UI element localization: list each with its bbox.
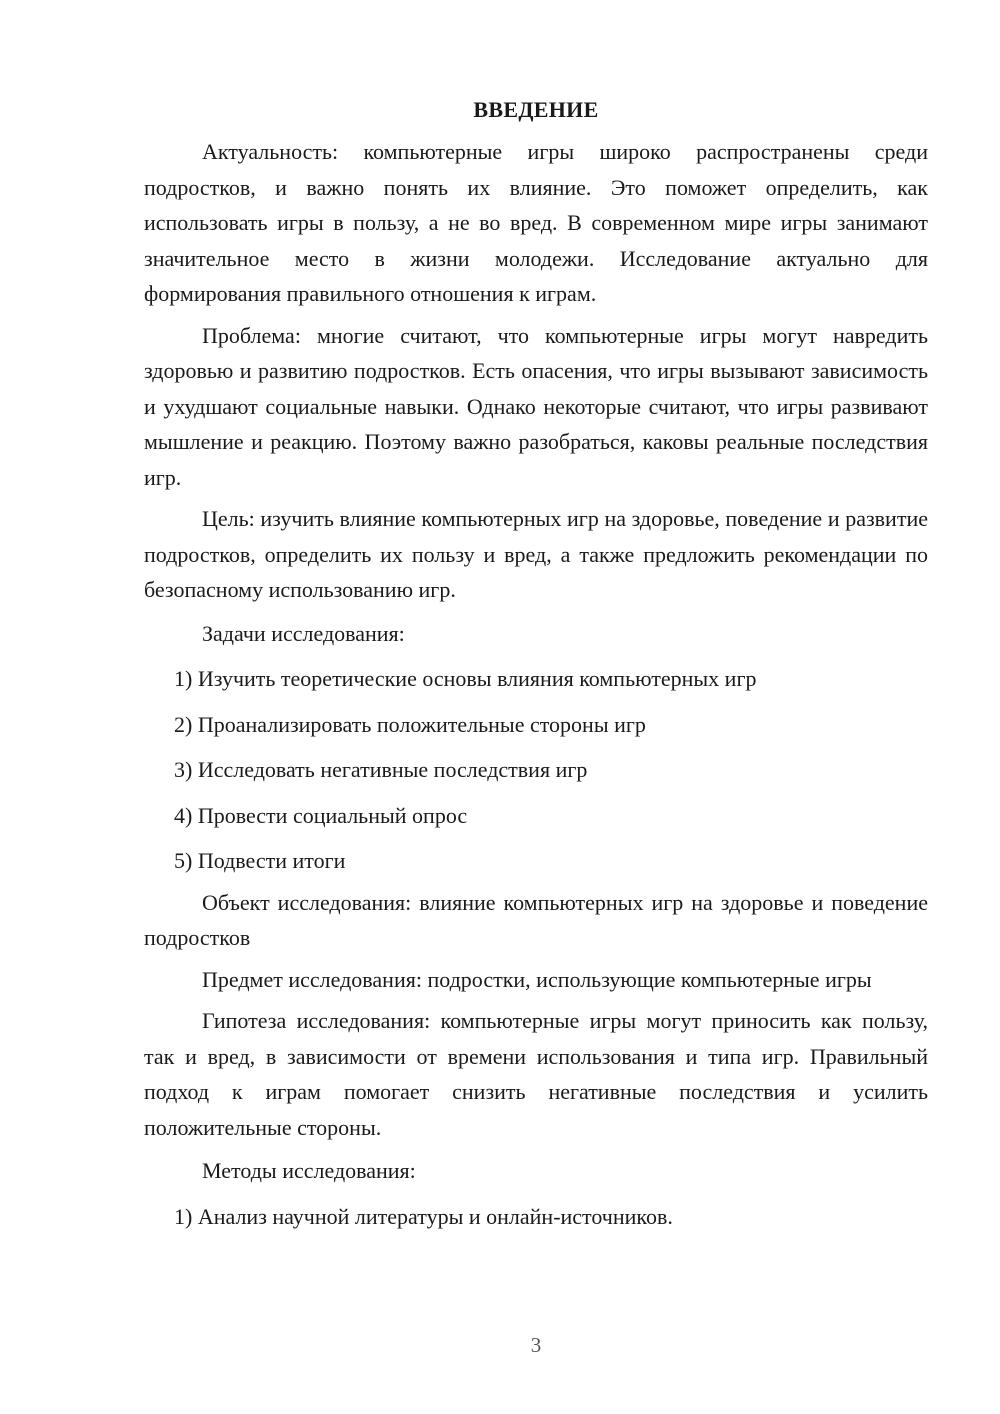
list-item: 3) Исследовать негативные последствия игр xyxy=(174,757,588,782)
methods-title: Методы исследования: xyxy=(202,1158,416,1183)
list-item: 4) Провести социальный опрос xyxy=(174,802,468,828)
list-item: 2) Проанализировать положительные стороны игр xyxy=(174,711,646,737)
list-item: 1) Изучить теоретические основы влияния компьютерных игр xyxy=(174,666,757,691)
tasks-list xyxy=(144,661,928,879)
subject-paragraph: Предмет исследования: подростки, использующие компьютерные игры xyxy=(202,966,872,992)
object-paragraph: Объект исследования: влияние компьютерных игр на здоровье и поведение подростков xyxy=(144,889,928,950)
section-heading: ВВЕДЕНИЕ xyxy=(473,97,599,122)
list-item: 1) Анализ научной литературы и онлайн-источников. xyxy=(174,1203,673,1229)
goal-paragraph: Цель: изучить влияние компьютерных игр на здоровье, поведение и развитие подростков, определить их пользу и вред, а также предложить рекомендации по безопасному использованию игр. xyxy=(144,506,928,602)
document-page xyxy=(144,92,928,1234)
tasks-title: Задачи исследования: xyxy=(202,620,405,646)
relevance-paragraph: Актуальность: компьютерные игры широко распространены среди подростков, и важно понять их влияние. Это поможет определить, как использовать игры в пользу, а не во вред. В современном мире игры занимают значительное место в жизни молодежи. Исследование актуально для формирования правильного отношения к играм. xyxy=(144,139,928,306)
page-number: 3 xyxy=(530,1333,542,1357)
list-item: 5) Подвести итоги xyxy=(174,848,346,873)
hypothesis-paragraph: Гипотеза исследования: компьютерные игры могут приносить как пользу, так и вред, в зависимости от времени использования и типа игр. Правильный подход к играм помогает снизить негативные последствия и усилить положительные стороны. xyxy=(144,1008,928,1140)
methods-list xyxy=(144,1199,928,1235)
problem-paragraph: Проблема: многие считают, что компьютерные игры могут навредить здоровью и развитию подростков. Есть опасения, что игры вызывают зависимость и ухудшают социальные навыки. Однако некоторые считают, что игры развивают мышление и реакцию. Поэтому важно разобраться, каковы реальные последствия игр. xyxy=(144,322,928,490)
